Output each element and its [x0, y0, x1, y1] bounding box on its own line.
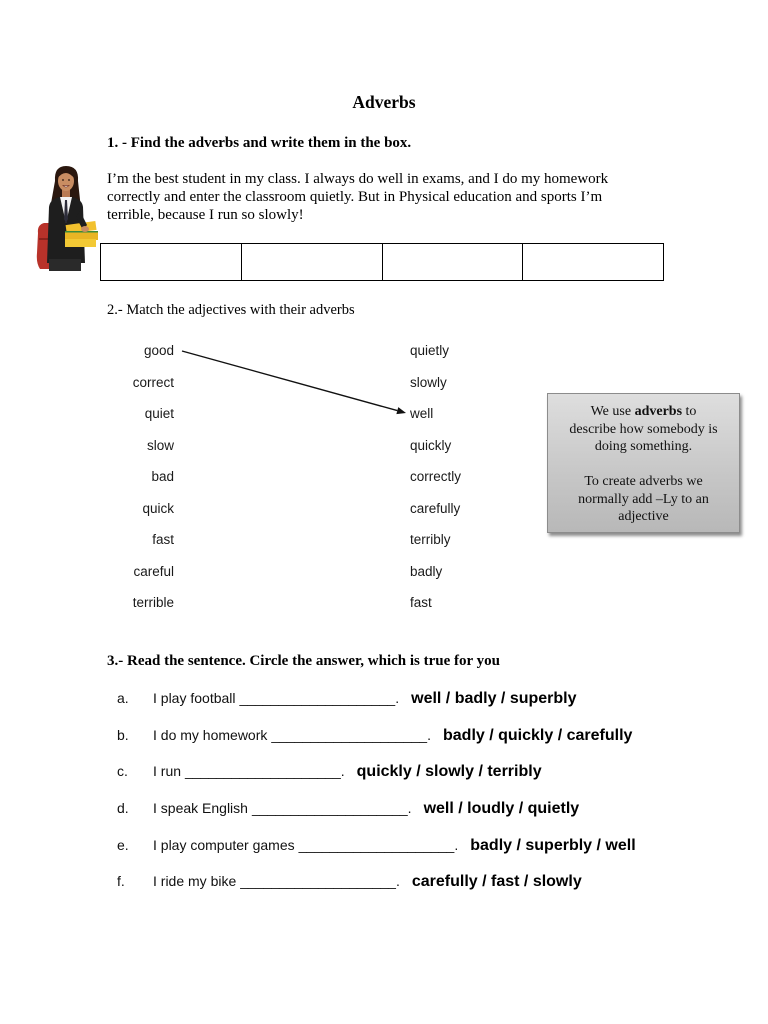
tip-line: doing something. [594, 439, 693, 454]
answer-box [383, 244, 524, 280]
adverb-word: correctly [410, 469, 462, 484]
reading-paragraph [107, 170, 608, 224]
item-blank: ____________________. [298, 836, 459, 853]
tip-keyword: adverbs [634, 404, 683, 419]
adverb-word: carefully [410, 500, 461, 516]
sentence-item [117, 761, 636, 798]
adverb-word: fast [410, 595, 432, 610]
section3-heading: 3.- Read the sentence. Circle the answer, which is true for you [107, 653, 501, 669]
item-options: well / loudly / quietly [423, 800, 580, 818]
section1-heading: 1. - Find the adverbs and write them in the box. [107, 135, 412, 151]
adverb-word: quietly [410, 343, 450, 358]
item-options: well / badly / superbly [411, 690, 577, 707]
tip-line [548, 403, 739, 421]
adjective-list [100, 341, 174, 625]
adjective-word: slow [146, 437, 174, 453]
section2-heading: 2.- Match the adjectives with their adverbs [107, 302, 355, 318]
sentence-item [117, 835, 636, 872]
adverb-word: quickly [410, 437, 452, 453]
sentence-item [117, 688, 636, 725]
adjective-word: quiet [144, 406, 174, 421]
item-blank: ____________________. [240, 873, 400, 890]
sentence-item [117, 871, 636, 908]
item-options: carefully / fast / slowly [411, 873, 582, 891]
tip-line: To create adverbs we [584, 474, 703, 489]
adverb-word: badly [410, 563, 443, 579]
item-letter: c. [117, 763, 128, 780]
paragraph-line: terrible, because I run so slowly! [107, 207, 304, 223]
item-letter: e. [117, 836, 129, 853]
arrow-line [182, 351, 397, 411]
item-letter: b. [117, 726, 129, 743]
item-blank: ____________________. [185, 763, 345, 780]
adverb-word: terribly [410, 532, 451, 547]
sentence-item [117, 725, 636, 762]
tip-line: adjective [618, 509, 669, 524]
adjective-word: quick [142, 500, 174, 516]
item-sentence: I play football [153, 690, 236, 706]
item-blank: ____________________. [271, 726, 431, 743]
item-letter: a. [117, 690, 129, 706]
tip-text: to [685, 404, 697, 419]
adverb-word: well [410, 406, 434, 421]
tip-line: describe how somebody is [569, 421, 718, 437]
page-title: Adverbs [352, 92, 416, 112]
item-options: badly / quickly / carefully [443, 726, 633, 744]
adverb-list [410, 341, 530, 625]
item-letter: d. [117, 800, 129, 817]
adverb-word: slowly [410, 374, 447, 390]
item-letter: f. [117, 873, 125, 890]
sentence-item [117, 798, 636, 835]
answer-box [101, 244, 242, 280]
item-blank: ____________________. [251, 800, 412, 817]
sentence-list [117, 688, 636, 908]
item-sentence: I speak English [153, 800, 248, 817]
adjective-word: good [143, 343, 174, 358]
student-photo [36, 163, 102, 271]
paragraph-line: correctly and enter the classroom quietly. But in Physical education and sports I’m [107, 189, 603, 205]
adverb-tip-box [547, 393, 740, 533]
item-blank: ____________________. [239, 690, 400, 706]
adjective-word: fast [152, 532, 174, 547]
answer-box [523, 244, 663, 280]
tip-spacer [548, 456, 739, 474]
item-options: quickly / slowly / terribly [356, 763, 542, 781]
item-sentence: I run [153, 763, 182, 780]
answer-box [242, 244, 383, 280]
adjective-word: bad [151, 469, 174, 484]
adjective-word: terrible [132, 595, 174, 610]
adjective-word: careful [133, 563, 174, 579]
tip-line: normally add –Ly to an [578, 491, 709, 507]
item-sentence: I play computer games [153, 836, 295, 853]
item-sentence: I do my homework [153, 726, 268, 743]
adjective-word: correct [132, 374, 174, 390]
item-options: badly / superbly / well [470, 836, 636, 854]
answer-box-table [100, 243, 664, 281]
item-sentence: I ride my bike [153, 873, 237, 890]
paragraph-line: I’m the best student in my class. I always do well in exams, and I do my homework [107, 171, 609, 187]
arrow-head [396, 407, 406, 414]
tip-text: We use [590, 404, 632, 419]
